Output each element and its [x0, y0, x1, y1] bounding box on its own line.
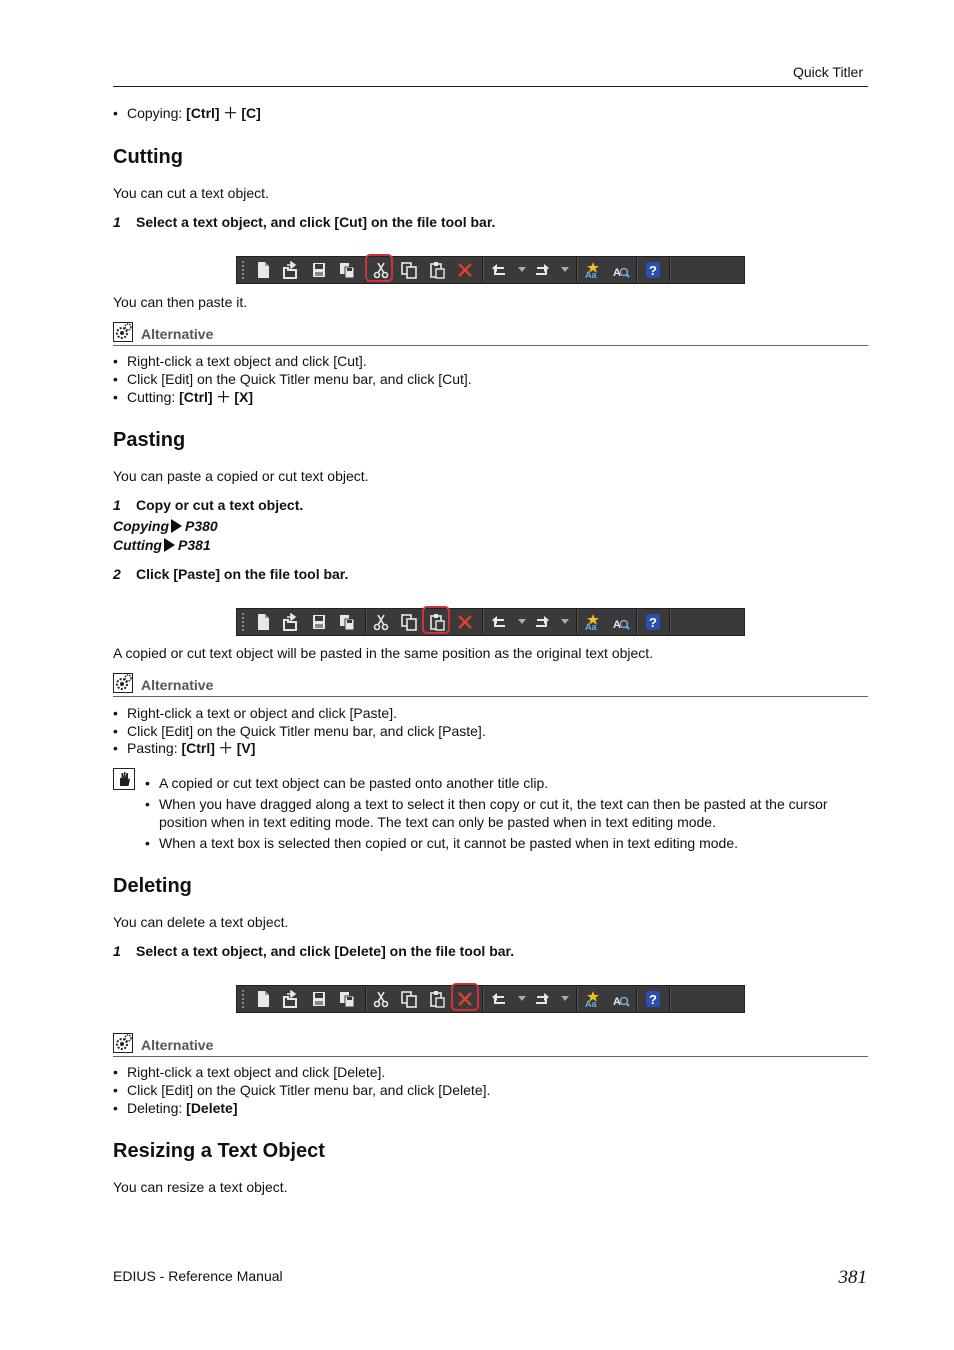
pasting-intro: You can paste a copied or cut text object. [113, 468, 369, 484]
note-item: • When you have dragged along a text to select it then copy or cut it, the text can then be pasted at the cursor position when in text editing mode. The text can only be pasted when in text editing mode. [145, 796, 828, 830]
gear-icon [113, 673, 133, 693]
copy-button[interactable] [397, 259, 421, 281]
cut-icon [372, 613, 390, 631]
paste-button[interactable] [425, 259, 449, 281]
text-style-button[interactable] [581, 988, 605, 1010]
chevron-down-icon[interactable] [518, 996, 526, 1001]
save-icon [310, 261, 328, 279]
open-icon [282, 613, 300, 631]
deleting-intro: You can delete a text object. [113, 914, 289, 930]
toolbar-separator [669, 987, 671, 1011]
pasting-step-2: 2 Click [Paste] on the file tool bar. [113, 566, 349, 582]
toolbar-separator [636, 987, 638, 1011]
new-button[interactable] [251, 259, 275, 281]
help-button[interactable] [641, 259, 665, 281]
delete-button[interactable] [453, 259, 477, 281]
delete-icon [456, 261, 474, 279]
toolbar-separator [636, 258, 638, 282]
section-title-pasting: Pasting [113, 429, 186, 451]
text-style-icon [584, 261, 602, 279]
text-style-button[interactable] [581, 611, 605, 633]
toolbar-separator [636, 610, 638, 634]
redo-button[interactable] [530, 259, 554, 281]
redo-icon [533, 261, 551, 279]
redo-button[interactable] [530, 611, 554, 633]
toolbar-separator [576, 987, 578, 1011]
note-item: • A copied or cut text object can be pasted onto another title clip. [145, 775, 549, 791]
delete-icon [456, 613, 474, 631]
paste-button[interactable] [425, 988, 449, 1010]
search-icon [612, 261, 630, 279]
section-title-cutting: Cutting [113, 146, 183, 168]
file-toolbar-delete [236, 985, 745, 1013]
copy-icon [400, 261, 418, 279]
svg-text:A: A [613, 619, 621, 631]
toolbar-grip[interactable] [242, 261, 244, 279]
cut-button[interactable] [369, 988, 393, 1010]
cut-icon [372, 990, 390, 1008]
text-style-icon [584, 990, 602, 1008]
search-button[interactable] [609, 611, 633, 633]
toolbar-separator [576, 258, 578, 282]
cutting-after: You can then paste it. [113, 294, 248, 310]
toolbar-separator [482, 258, 484, 282]
save-as-icon [338, 990, 356, 1008]
new-button[interactable] [251, 988, 275, 1010]
text-style-icon [584, 613, 602, 631]
new-button[interactable] [251, 611, 275, 633]
undo-button[interactable] [487, 259, 511, 281]
pasting-alt-item: • Right-click a text or object and click [Paste]. [113, 705, 397, 721]
copy-icon [400, 990, 418, 1008]
highlight-ring [451, 983, 479, 1011]
deleting-alt-item: • Click [Edit] on the Quick Titler menu bar, and click [Delete]. [113, 1082, 491, 1098]
section-title-deleting: Deleting [113, 875, 192, 897]
file-toolbar-cut [236, 256, 745, 284]
xref-cutting[interactable]: Cutting P381 [113, 537, 211, 553]
svg-text:?: ? [649, 992, 657, 1007]
toolbar-separator [482, 610, 484, 634]
delete-button[interactable] [453, 611, 477, 633]
new-icon [254, 990, 272, 1008]
toolbar-separator [482, 987, 484, 1011]
cutting-intro: You can cut a text object. [113, 185, 269, 201]
paste-icon [428, 990, 446, 1008]
search-button[interactable] [609, 259, 633, 281]
svg-text:A: A [613, 267, 621, 279]
toolbar-separator [365, 610, 367, 634]
save-button[interactable] [307, 259, 331, 281]
save-as-icon [338, 613, 356, 631]
chevron-down-icon[interactable] [561, 619, 569, 624]
toolbar-grip[interactable] [242, 613, 244, 631]
pasting-after: A copied or cut text object will be pasted in the same position as the original text object. [113, 645, 654, 661]
pasting-shortcut: • Pasting: [Ctrl] ＋ [V] [113, 740, 256, 756]
cut-button[interactable] [369, 611, 393, 633]
resizing-intro: You can resize a text object. [113, 1179, 288, 1195]
copy-icon [400, 613, 418, 631]
open-button[interactable] [279, 988, 303, 1010]
help-icon [644, 261, 662, 279]
search-icon [612, 990, 630, 1008]
help-button[interactable] [641, 611, 665, 633]
copy-button[interactable] [397, 988, 421, 1010]
header-rule [113, 86, 868, 87]
save-as-button[interactable] [335, 988, 359, 1010]
toolbar-grip[interactable] [242, 990, 244, 1008]
save-icon [310, 613, 328, 631]
pasting-alt-item: • Click [Edit] on the Quick Titler menu bar, and click [Paste]. [113, 723, 486, 739]
save-button[interactable] [307, 611, 331, 633]
new-icon [254, 613, 272, 631]
undo-button[interactable] [487, 611, 511, 633]
toolbar-separator [365, 987, 367, 1011]
deleting-shortcut: • Deleting: [Delete] [113, 1100, 238, 1116]
help-icon [644, 613, 662, 631]
new-icon [254, 261, 272, 279]
chevron-down-icon[interactable] [518, 619, 526, 624]
deleting-step-1: 1 Select a text object, and click [Delete] on the file tool bar. [113, 943, 515, 959]
gear-icon [113, 322, 133, 342]
redo-button[interactable] [530, 988, 554, 1010]
save-as-icon [338, 261, 356, 279]
alternative-box-deleting: Alternative [113, 1032, 868, 1057]
section-title-resizing: Resizing a Text Object [113, 1140, 325, 1162]
toolbar-separator [669, 258, 671, 282]
cutting-step-1: 1 Select a text object, and click [Cut] on the file tool bar. [113, 214, 496, 230]
deleting-alt-item: • Right-click a text object and click [Delete]. [113, 1064, 386, 1080]
undo-icon [490, 990, 508, 1008]
cutting-alt-item: • Click [Edit] on the Quick Titler menu bar, and click [Cut]. [113, 371, 472, 387]
chevron-down-icon[interactable] [518, 267, 526, 272]
open-icon [282, 261, 300, 279]
undo-icon [490, 261, 508, 279]
footer-manual-title: EDIUS - Reference Manual [113, 1268, 283, 1284]
help-button[interactable] [641, 988, 665, 1010]
note-hand-icon [113, 768, 135, 790]
svg-text:Aa: Aa [585, 270, 597, 279]
undo-icon [490, 613, 508, 631]
save-as-button[interactable] [335, 259, 359, 281]
svg-text:Aa: Aa [585, 622, 597, 631]
redo-icon [533, 613, 551, 631]
xref-copying[interactable]: Copying P380 [113, 518, 218, 534]
search-button[interactable] [609, 988, 633, 1010]
highlight-ring [422, 606, 450, 634]
toolbar-separator [576, 610, 578, 634]
copying-shortcut: • Copying: [Ctrl] ＋ [C] [113, 105, 261, 121]
note-item: • When a text box is selected then copied or cut, it cannot be pasted when in text editing mode. [145, 835, 739, 851]
paste-icon [428, 261, 446, 279]
help-icon [644, 990, 662, 1008]
open-button[interactable] [279, 611, 303, 633]
gear-icon [113, 1033, 133, 1053]
svg-text:?: ? [649, 263, 657, 278]
svg-text:?: ? [649, 615, 657, 630]
save-icon [310, 990, 328, 1008]
svg-text:A: A [613, 996, 621, 1008]
highlight-ring [365, 254, 393, 282]
cutting-shortcut: • Cutting: [Ctrl] ＋ [X] [113, 389, 254, 405]
redo-icon [533, 990, 551, 1008]
text-style-button[interactable] [581, 259, 605, 281]
chevron-down-icon[interactable] [561, 996, 569, 1001]
page-number: 381 [838, 1267, 867, 1288]
save-button[interactable] [307, 988, 331, 1010]
open-button[interactable] [279, 259, 303, 281]
file-toolbar-paste [236, 608, 745, 636]
pasting-step-1: 1 Copy or cut a text object. [113, 497, 304, 513]
save-as-button[interactable] [335, 611, 359, 633]
cutting-alt-item: • Right-click a text object and click [Cut]. [113, 353, 367, 369]
alternative-box-pasting: Alternative [113, 672, 868, 697]
search-icon [612, 613, 630, 631]
copy-button[interactable] [397, 611, 421, 633]
open-icon [282, 990, 300, 1008]
running-head: Quick Titler [792, 64, 863, 80]
chevron-down-icon[interactable] [561, 267, 569, 272]
svg-text:Aa: Aa [585, 999, 597, 1008]
undo-button[interactable] [487, 988, 511, 1010]
toolbar-separator [669, 610, 671, 634]
alternative-box-cutting: Alternative [113, 321, 868, 346]
